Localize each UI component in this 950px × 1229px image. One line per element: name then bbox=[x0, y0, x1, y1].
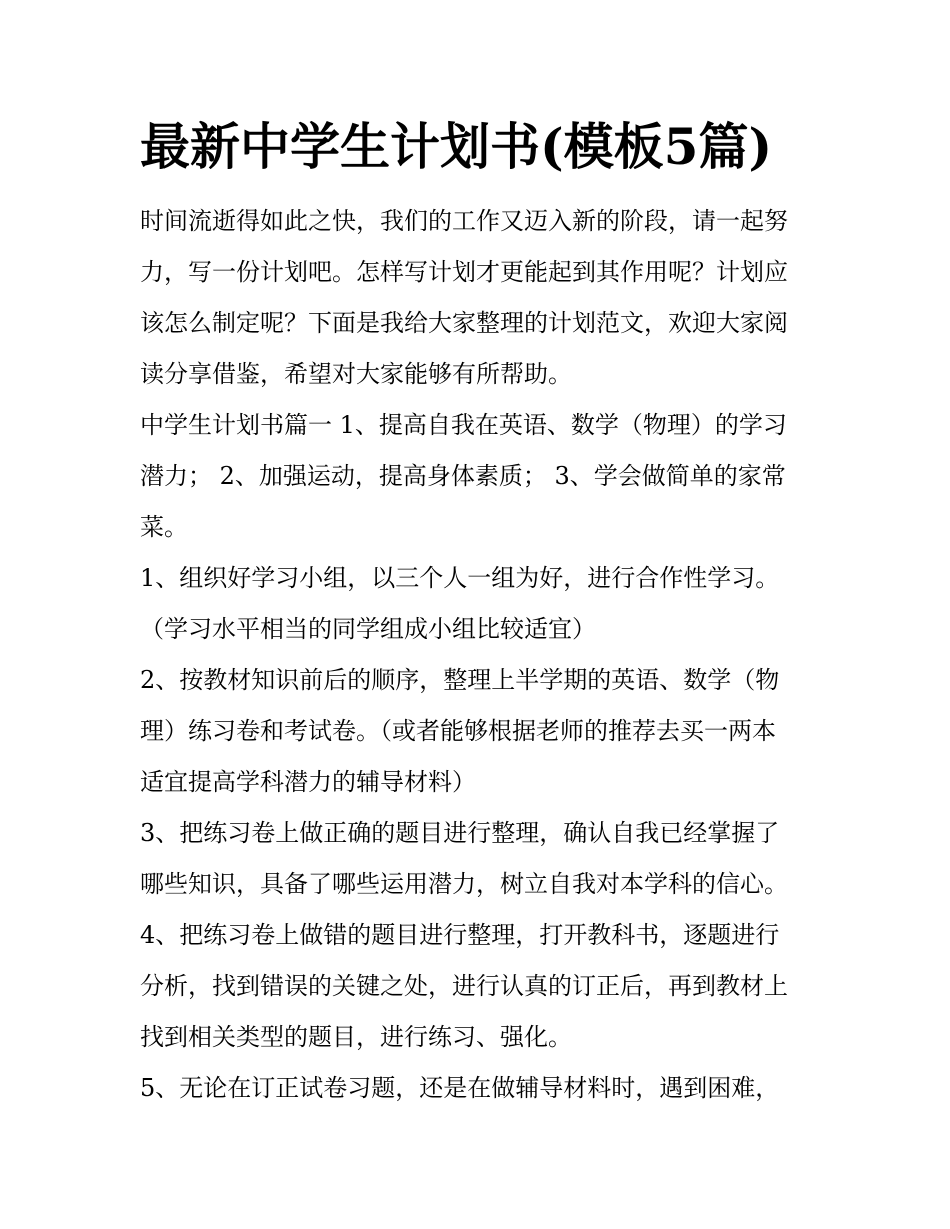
text-line: 找到相关类型的题目，进行练习、强化。 bbox=[140, 1023, 572, 1051]
text-line: 5、无论在订正试卷习题，还是在做辅导材料时，遇到困难， bbox=[140, 1074, 780, 1102]
text-line: 中学生计划书篇一 1、提高自我在英语、数学（物理）的学习 bbox=[140, 411, 787, 439]
paragraph-item-1 bbox=[140, 553, 820, 655]
text-line: 理）练习卷和考试卷。（或者能够根据老师的推荐去买一两本 bbox=[140, 717, 776, 745]
paragraph-item-3 bbox=[140, 808, 820, 910]
text-line: 哪些知识，具备了哪些运用潜力，树立自我对本学科的信心。 bbox=[140, 870, 788, 898]
text-line: 时间流逝得如此之快，我们的工作又迈入新的阶段，请一起努 bbox=[140, 207, 788, 235]
text-line: 力，写一份计划吧。怎样写计划才更能起到其作用呢？计划应 bbox=[140, 258, 788, 286]
paragraph-item-4 bbox=[140, 910, 820, 1063]
text-line: 该怎么制定呢？下面是我给大家整理的计划范文，欢迎大家阅 bbox=[140, 309, 788, 337]
text-line: 3、把练习卷上做正确的题目进行整理，确认自我已经掌握了 bbox=[140, 819, 780, 847]
paragraph-plan-one bbox=[140, 400, 820, 553]
text-line: 读分享借鉴，希望对大家能够有所帮助。 bbox=[140, 360, 572, 388]
paragraph-intro bbox=[140, 196, 820, 400]
text-line: 2、按教材知识前后的顺序，整理上半学期的英语、数学（物 bbox=[140, 666, 780, 694]
paragraph-item-5 bbox=[140, 1063, 820, 1114]
document-title: 最新中学生计划书(模板5篇) bbox=[140, 117, 773, 176]
document-body bbox=[140, 196, 820, 1114]
text-line: （学习水平相当的同学组成小组比较适宜） bbox=[140, 615, 596, 643]
text-line: 1、组织好学习小组，以三个人一组为好，进行合作性学习。 bbox=[140, 564, 780, 592]
text-line: 4、把练习卷上做错的题目进行整理，打开教科书，逐题进行 bbox=[140, 921, 780, 949]
text-line: 适宜提高学科潜力的辅导材料） bbox=[140, 768, 476, 796]
paragraph-item-2 bbox=[140, 655, 820, 808]
text-line: 分析，找到错误的关键之处，进行认真的订正后，再到教材上 bbox=[140, 972, 788, 1000]
text-line: 菜。 bbox=[140, 513, 188, 541]
text-line: 潜力； 2、加强运动，提高身体素质； 3、学会做简单的家常 bbox=[140, 462, 786, 490]
